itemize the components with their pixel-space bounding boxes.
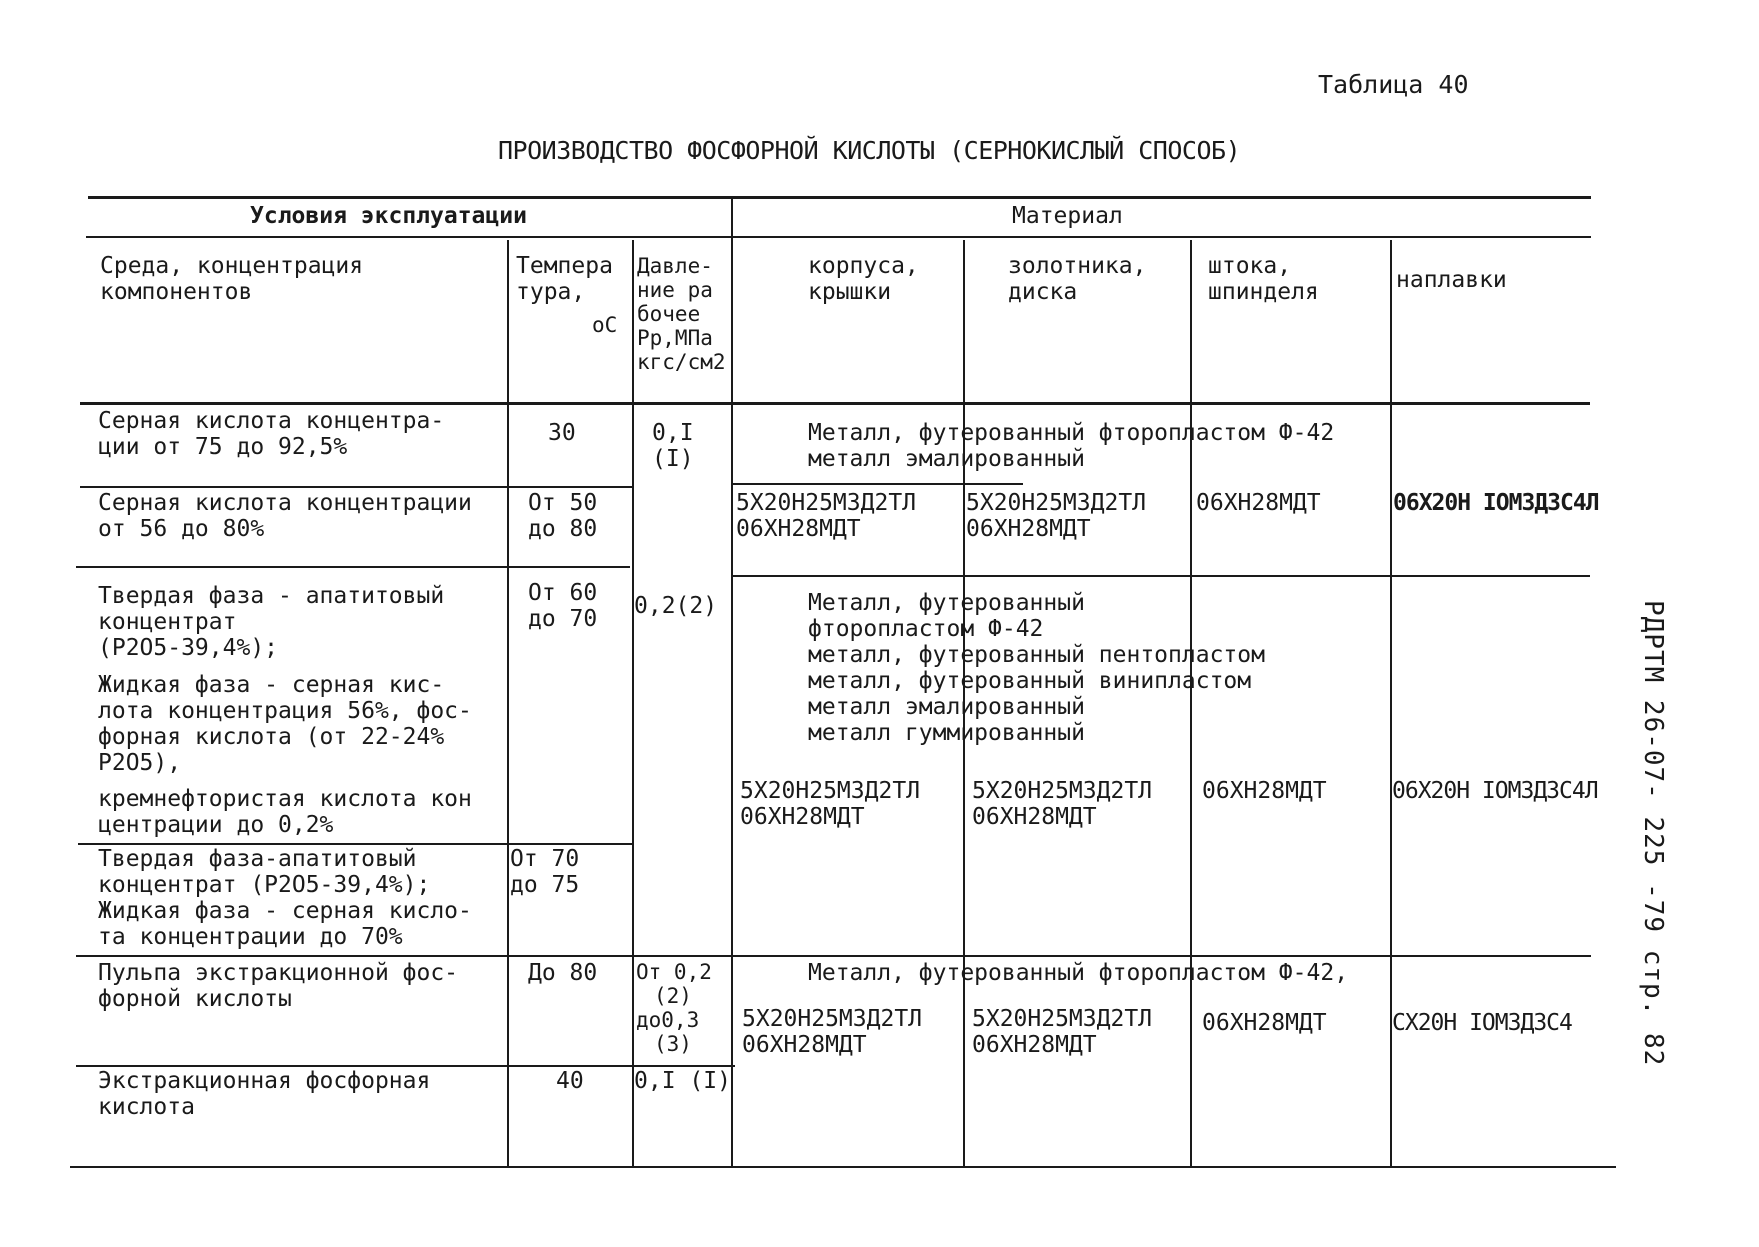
row3-stem: 06ХН28МДТ — [1202, 778, 1327, 804]
conditions-rule — [86, 236, 733, 238]
row3-pressure: 0,2(2) — [634, 593, 718, 619]
row2-overlay: 06Х20Н IОМ3Д3С4Л — [1393, 490, 1599, 516]
row3-overlay: 06Х20Н IОМ3Д3С4Л — [1392, 778, 1598, 804]
row1-rule-b — [733, 483, 1023, 485]
row1-temp: 30 — [548, 420, 576, 446]
row2-stem: 06ХН28МДТ — [1196, 490, 1321, 516]
row3-body: 5Х20Н25М3Д2ТЛ 06ХН28МДТ — [740, 778, 921, 830]
row4-medium: Твердая фаза-апатитовый концентрат (Р2О5-39,4%); Жидкая фаза - серная кисло- та концентрации до 70% — [98, 846, 472, 950]
col-pressure-divider — [632, 240, 634, 1166]
row5-pressure: От 0,2 (2) до0,3 (3) — [636, 960, 712, 1056]
row1-pressure: 0,I (I) — [652, 420, 694, 472]
row5-spool: 5Х20Н25М3Д2ТЛ 06ХН28МДТ — [972, 1006, 1153, 1058]
document-code: РДРТМ 26-07- 225 -79 стр. 82 — [1638, 600, 1668, 1067]
row5-rule — [76, 1065, 735, 1067]
row4-temp: От 70 до 75 — [510, 846, 580, 898]
row2-body: 5Х20Н25М3Д2ТЛ 06ХН28МДТ — [736, 490, 917, 542]
overlay-header: наплавки — [1396, 267, 1507, 293]
row5-temp: До 80 — [528, 960, 598, 986]
row2-temp: От 50 до 80 — [528, 490, 598, 542]
stem-header: штока, шпинделя — [1208, 253, 1319, 305]
pressure-header: Давле- ние ра бочее Рр,МПа кгс/см2 — [637, 254, 726, 374]
page-title: ПРОИЗВОДСТВО ФОСФОРНОЙ КИСЛОТЫ (СЕРНОКИСЛЫЙ СПОСОБ) — [498, 136, 1241, 165]
temperature-unit: оС — [592, 313, 618, 337]
row5-material: Металл, футерованный фторопластом Ф-42, — [808, 960, 1349, 986]
row1-medium: Серная кислота концентра- ции от 75 до 92,5% — [98, 408, 445, 460]
medium-header: Среда, концентрация компонентов — [100, 253, 364, 305]
row1-rule — [80, 486, 633, 488]
row2-rule-b — [733, 575, 1590, 577]
material-header: Материал — [1012, 203, 1123, 229]
row2-medium: Серная кислота концентрации от 56 до 80% — [98, 490, 472, 542]
row5-stem: 06ХН28МДТ — [1202, 1010, 1327, 1036]
row2-rule — [76, 566, 630, 568]
spool-header: золотника, диска — [1008, 253, 1147, 305]
row6-medium: Экстракционная фосфорная кислота — [98, 1068, 431, 1120]
row3-spool: 5Х20Н25М3Д2ТЛ 06ХН28МДТ — [972, 778, 1153, 830]
row4-rule — [76, 955, 1591, 957]
row3-medium-solid: Твердая фаза - апатитовый концентрат (Р2О5-39,4%); — [98, 583, 445, 661]
col-temp-divider — [507, 240, 509, 1166]
conditions-header: Условия эксплуатации — [250, 203, 527, 229]
row5-overlay: СХ20Н IОМ3Д3С4 — [1392, 1010, 1572, 1036]
row3-medium-acid: кремнефтористая кислота кон центрации до 0,2% — [98, 786, 472, 838]
table-label: Таблица 40 — [1318, 70, 1469, 99]
row1-material: Металл, футерованный фторопластом Ф-42 металл эмалированный — [808, 420, 1335, 472]
row6-temp: 40 — [556, 1068, 584, 1094]
row2-spool: 5Х20Н25М3Д2ТЛ 06ХН28МДТ — [966, 490, 1147, 542]
body-header: корпуса, крышки — [808, 253, 919, 305]
row3-temp: От 60 до 70 — [528, 580, 598, 632]
material-rule — [733, 236, 1591, 238]
table-bottom-rule — [70, 1166, 1616, 1168]
header-bottom-rule — [80, 402, 1590, 405]
row3-medium-liquid: Жидкая фаза - серная кис- лота концентрация 56%, фос- форная кислота (от 22-24% Р2О5), — [98, 672, 472, 776]
temperature-header: Темпера тура, — [516, 253, 613, 305]
col-material-divider — [731, 196, 733, 1166]
row5-body: 5Х20Н25М3Д2ТЛ 06ХН28МДТ — [742, 1006, 923, 1058]
row3-material: Металл, футерованный фторопластом Ф-42 металл, футерованный пентопластом металл, футерованный винипластом металл эмалированный металл гуммированный — [808, 590, 1265, 746]
row3-rule — [78, 843, 632, 845]
row6-pressure: 0,I (I) — [634, 1068, 731, 1094]
table-top-rule — [88, 196, 1591, 199]
row5-medium: Пульпа экстракционной фос- форной кислоты — [98, 960, 459, 1012]
